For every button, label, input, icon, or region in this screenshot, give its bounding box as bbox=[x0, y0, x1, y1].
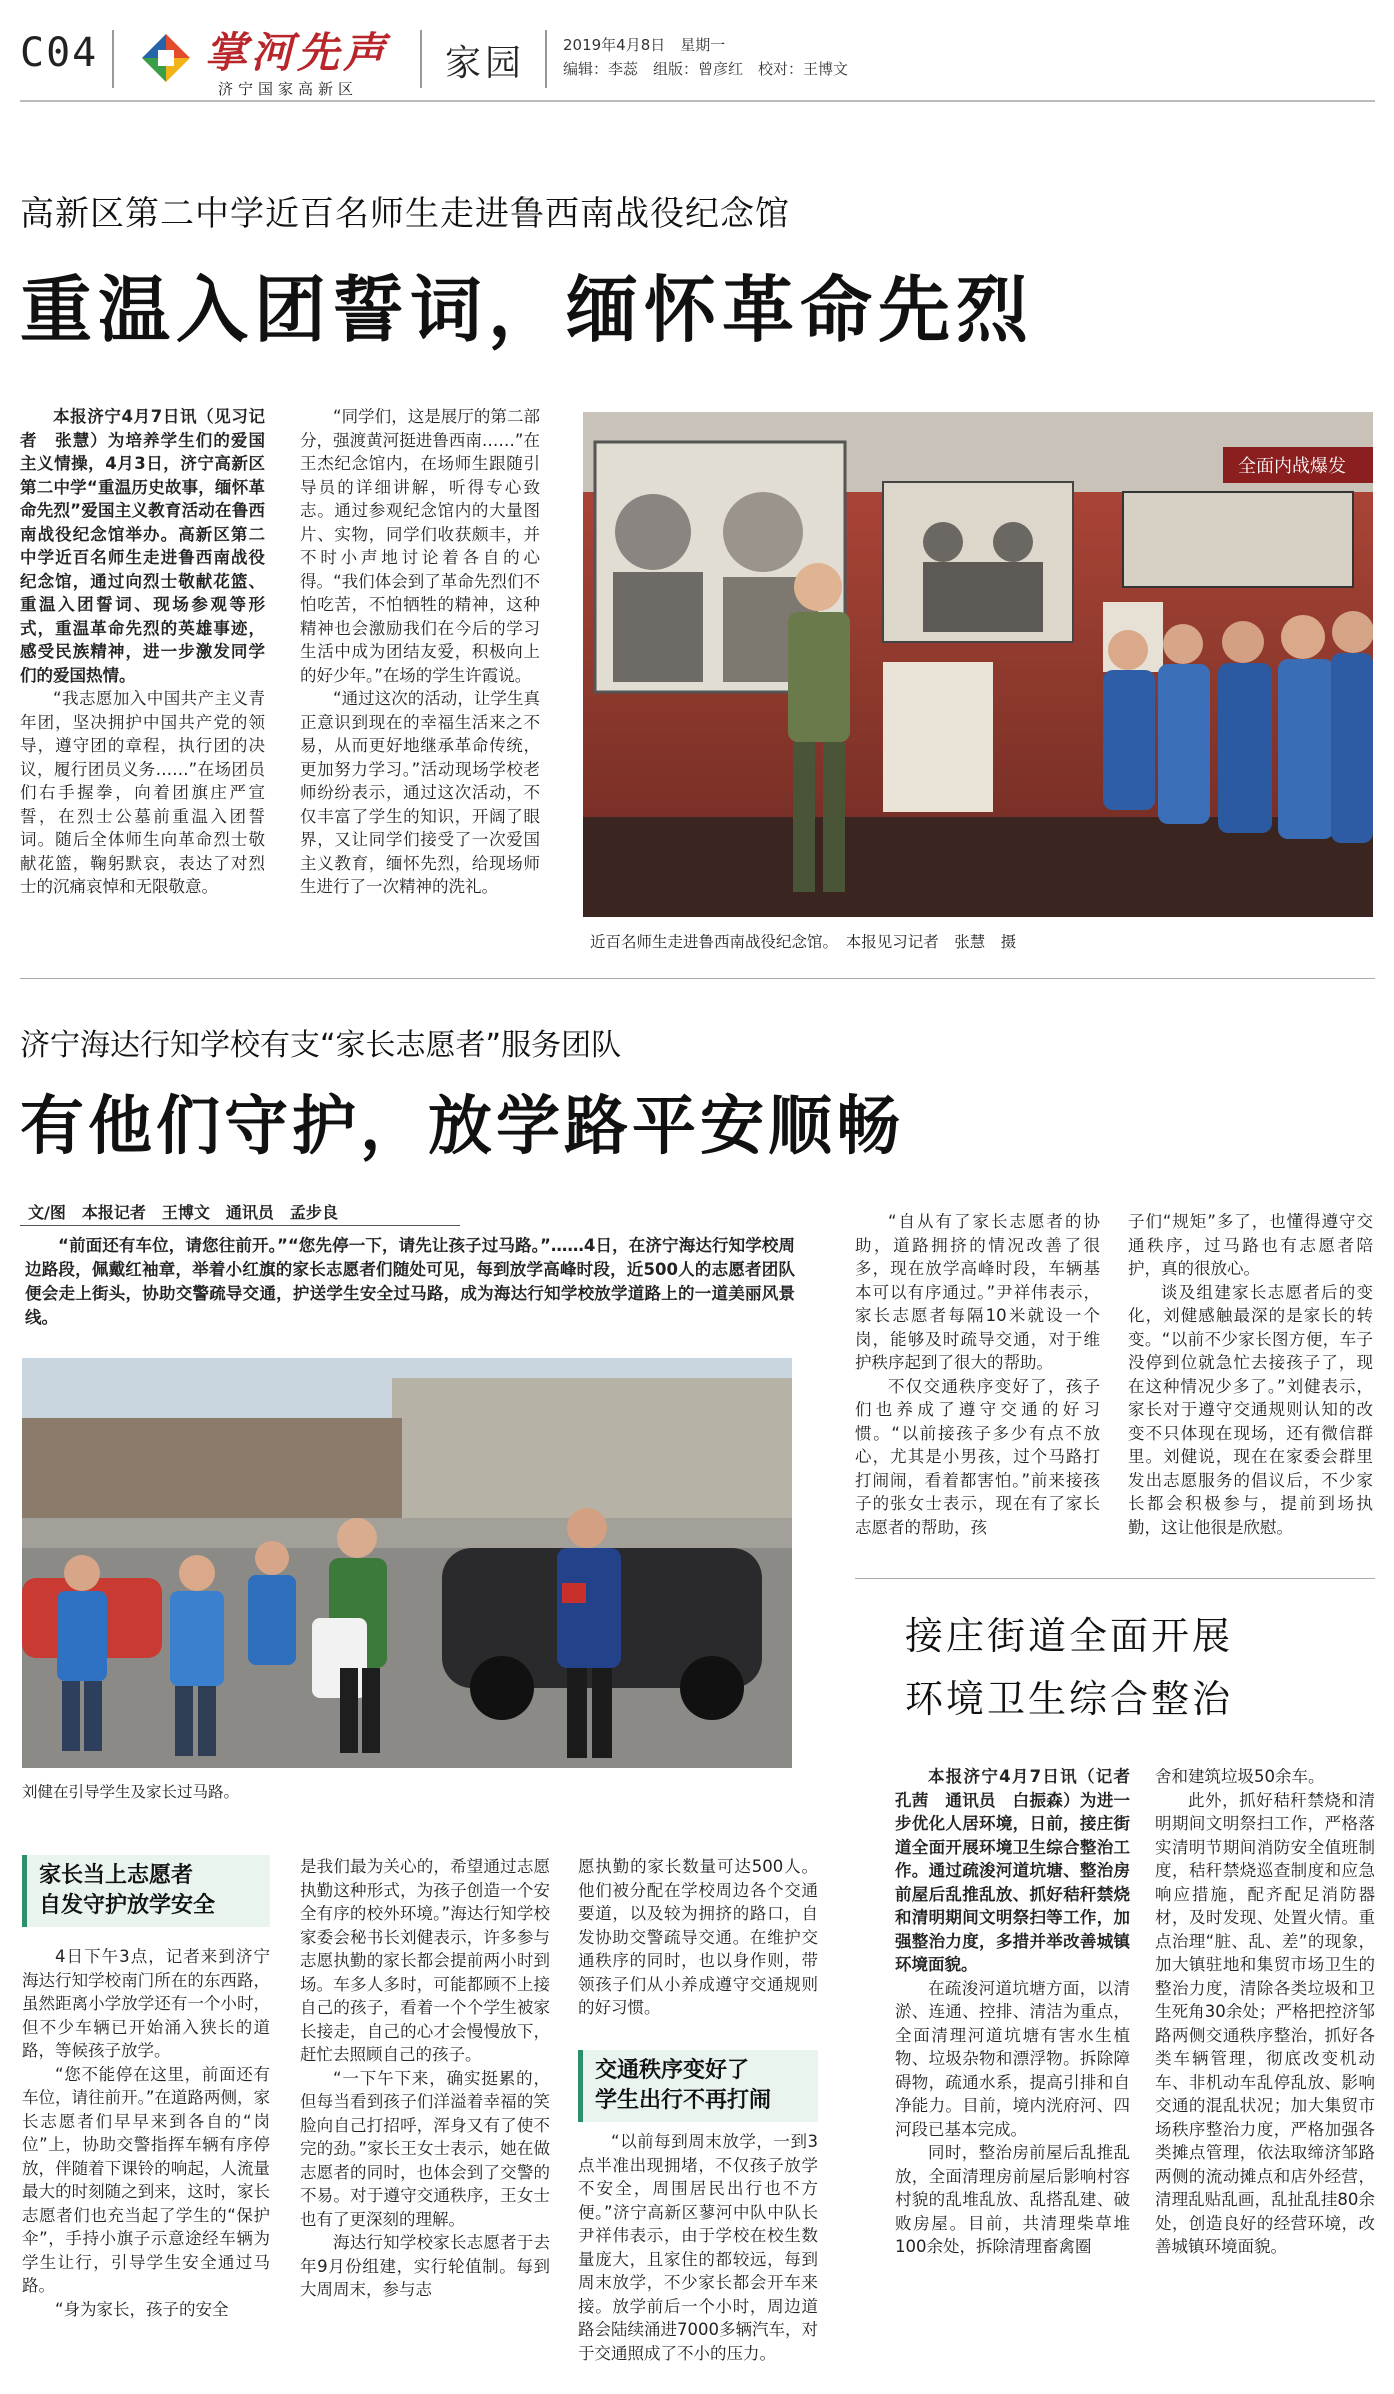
article3-col2 bbox=[1155, 1765, 1375, 2259]
editors-line: 编辑：李蕊 组版：曾彦红 校对：王博文 bbox=[563, 60, 849, 78]
subhead-text: 交通秩序变好了 学生出行不再打闹 bbox=[595, 2058, 772, 2113]
byline-rule bbox=[20, 1225, 460, 1226]
article2-kicker: 济宁海达行知学校有支“家长志愿者”服务团队 bbox=[20, 1028, 622, 1063]
paragraph: 此外，抓好秸秆禁烧和清明期间文明祭扫工作，严格落实清明节期间消防安全值班制度，秸秆禁烧巡查制度和应急响应措施，配齐配足消防器材，及时发现、处置火情。重点治理“脏、乱、差”的现象，加大镇驻地和集贸市场卫生的整治力度，清除各类垃圾和卫生死角30余处；严格把控济邹路两侧交通秩序整治，抓好各类车辆管理，彻底改变机动车、非机动车乱停乱放、影响交通的混乱状况；加大集贸市场秩序整治力度，严格加强各类摊点管理，依法取缔济邹路两侧的流动摊点和店外经营，清理乱贴乱画，乱扯乱挂80余处，创造良好的经营环境，改善城镇环境面貌。 bbox=[1155, 1790, 1375, 2256]
article2-col-c2 bbox=[578, 2130, 818, 2365]
article1-kicker: 高新区第二中学近百名师生走进鲁西南战役纪念馆 bbox=[20, 194, 790, 234]
paragraph: “一下午下来，确实挺累的，但每当看到孩子们洋溢着幸福的笑脸向自己打招呼，浑身又有了使不完的劲。”家长王女士表示，她在做志愿者的同时，也体会到了交警的不易。对于遵守交通秩序，王女士也有了更深刻的理解。 bbox=[300, 2068, 550, 2229]
paragraph: 是我们最为关心的，希望通过志愿执勤这种形式，为孩子创造一个安全有序的校外环境。”海达行知学校家委会秘书长刘健表示，许多参与志愿执勤的家长都会提前两小时到场。车多人多时，可能都顾不上接自己的孩子，看着一个个学生被家长接走，自己的心才会慢慢放下，赶忙去照顾自己的孩子。 bbox=[300, 1857, 550, 2064]
page-code: C04 bbox=[20, 30, 99, 76]
article3-col1 bbox=[895, 1765, 1147, 2259]
article2-col-e bbox=[1128, 1210, 1373, 1539]
paragraph: 愿执勤的家长数量可达500人。他们被分配在学校周边各个交通要道，以及较为拥挤的路口，自发协助交警疏导交通。在维护交通秩序的同时，也以身作则，带领孩子们从小养成遵守交通规则的好习惯。 bbox=[578, 1857, 818, 2017]
section-name: 家园 bbox=[445, 43, 526, 84]
article2-subhead-2 bbox=[578, 2050, 818, 2122]
masthead bbox=[0, 0, 1394, 100]
article1-photo bbox=[583, 412, 1373, 917]
paragraph: “前面还有车位，请您往前开。”“您先停一下，请先让孩子过马路。”……4日，在济宁海达行知学校周边路段，佩戴红袖章，举着小红旗的家长志愿者们随处可见，每到放学高峰时段，近500人的志愿者团队便会走上街头，协助交警疏导交通，护送学生安全过马路，成为海达行知学校放学道路上的一道美丽风景线。 bbox=[25, 1236, 795, 1327]
article2-col-a bbox=[22, 1945, 270, 2321]
article2-headline: 有他们守护，放学路平安顺畅 bbox=[20, 1090, 904, 1164]
paragraph: 同时，整治房前屋后乱推乱放，全面清理房前屋后影响村容村貌的乱堆乱放、乱搭乱建、破败房屋。目前，共清理柴草堆100余处，拆除清理畜禽圈 bbox=[895, 2143, 1130, 2256]
paragraph: 不仅交通秩序变好了，孩子们也养成了遵守交通的好习惯。“以前接孩子多少有点不放心，尤其是小男孩，过个马路打打闹闹，看着都害怕。”前来接孩子的张女士表示，现在有了家长志愿者的帮助，孩 bbox=[855, 1376, 1100, 1537]
paragraph: “通过这次的活动，让学生真正意识到现在的幸福生活来之不易，从而更好地继承革命传统，更加努力学习。”活动现场学校老师纷纷表示，通过这次活动，不仅丰富了学生的知识，开阔了眼界，又让同学们接受了一次爱国主义教育，缅怀先烈，给现场师生进行了一次精神的洗礼。 bbox=[300, 689, 540, 896]
paragraph: 子们“规矩”多了，也懂得遵守交通秩序，过马路也有志愿者陪护，真的很放心。 bbox=[1128, 1212, 1373, 1278]
article3-rule bbox=[855, 1578, 1375, 1579]
paragraph: “身为家长，孩子的安全 bbox=[55, 2299, 229, 2319]
article1-col2 bbox=[300, 405, 540, 899]
article1-photo-caption: 近百名师生走进鲁西南战役纪念馆。 本报见习记者 张慧 摄 bbox=[590, 933, 1017, 951]
divider bbox=[420, 30, 422, 88]
photo-banner: 全面内战爆发 bbox=[1238, 456, 1346, 477]
paragraph: 本报济宁4月7日讯（见习记者 张慧）为培养学生们的爱国主义情操，4月3日，济宁高新区第二中学“重温历史故事，缅怀革命先烈”爱国主义教育活动在鲁西南战役纪念馆举办。高新区第二中学近百名师生走进鲁西南战役纪念馆，通过向烈士敬献花篮、重温入团誓词、现场参观等形式，重温革命先烈的英雄事迹，感受民族精神，进一步激发同学们的爱国热情。 bbox=[20, 407, 265, 685]
divider bbox=[545, 30, 547, 88]
article2-col-d bbox=[855, 1210, 1100, 1539]
subhead-text: 家长当上志愿者 自发守护放学安全 bbox=[39, 1863, 216, 1918]
article1-headline: 重温入团誓词，缅怀革命先烈 bbox=[20, 268, 1035, 352]
paper-name: 掌河先声 bbox=[205, 28, 390, 77]
section-rule bbox=[20, 978, 1375, 979]
article2-col-b bbox=[300, 1855, 550, 2302]
paragraph: 4日下午3点，记者来到济宁海达行知学校南门所在的东西路，虽然距离小学放学还有一个小时，但不少车辆已开始涌入狭长的道路，等候孩子放学。 bbox=[22, 1947, 270, 2060]
paragraph: 本报济宁4月7日讯（记者 孔茜 通讯员 白振森）为进一步优化人居环境，日前，接庄街道全面开展环境卫生综合整治工作。通过疏浚河道坑塘、整治房前屋后乱推乱放、抓好秸秆禁烧和清明期间文明祭扫等工作，加强整治力度，多措并举改善城镇环境面貌。 bbox=[895, 1767, 1147, 1974]
paragraph: 谈及组建家长志愿者后的变化，刘健感触最深的是家长的转变。“以前不少家长图方便，车子没停到位就急忙去接孩子了，现在这种情况少多了。”刘健表示，家长对于遵守交通规则认知的改变不只体现在现场，还有微信群里。刘健说，现在在家委会群里发出志愿服务的倡议后，不少家长都会积极参与，提前到场执勤，这让他很是欣慰。 bbox=[1128, 1282, 1373, 1537]
article3-headline-line2: 环境卫生综合整治 bbox=[905, 1677, 1234, 1721]
paragraph: 海达行知学校家长志愿者于去年9月份组建，实行轮值制。每到大周周末，参与志 bbox=[300, 2233, 550, 2299]
article1-col1 bbox=[20, 405, 265, 899]
paper-sub: 济宁国家高新区 bbox=[218, 80, 359, 98]
paragraph: “自从有了家长志愿者的协助，道路拥挤的情况改善了很多，现在放学高峰时段，车辆基本可以有序通过。”尹祥伟表示，家长志愿者每隔10米就设一个岗，能够及时疏导交通，对于维护秩序起到了很大的帮助。 bbox=[855, 1212, 1100, 1372]
museum-scene-image bbox=[583, 412, 1373, 917]
date-line: 2019年4月8日 星期一 bbox=[563, 36, 726, 54]
paragraph: 舍和建筑垃圾50余车。 bbox=[1155, 1767, 1325, 1786]
paragraph: “您不能停在这里，前面还有车位，请往前开。”在道路两侧，家长志愿者们早早来到各自的“岗位”上，协助交警指挥车辆有序停放，伴随着下课铃的响起，人流量最大的时刻随之到来，这时，家长志愿者们也充当起了学生的“保护伞”，手持小旗子示意途经车辆为学生让行，引导学生安全通过马路。 bbox=[22, 2064, 270, 2295]
article2-photo bbox=[22, 1358, 792, 1768]
paper-logo-icon bbox=[138, 30, 194, 86]
article2-col-c bbox=[578, 1855, 818, 2020]
paragraph: “以前每到周末放学，一到3点半准出现拥堵，不仅孩子放学不安全，周围居民出行也不方便。”济宁高新区蓼河中队中队长尹祥伟表示，由于学校在校生数量庞大，且家住的都较远，每到周末放学，不少家长都会开车来接。放学前后一个小时，周边道路会陆续涌进7000多辆汽车，对于交通照成了不小的压力。 bbox=[578, 2132, 818, 2363]
paragraph: 在疏浚河道坑塘方面，以清淤、连通、控排、清洁为重点，全面清理河道坑塘有害水生植物、垃圾杂物和漂浮物。拆除障碍物，疏通水系，提高引排和自净能力。目前，境内洸府河、四河段已基本完成。 bbox=[895, 1978, 1130, 2139]
article2-photo-caption: 刘健在引导学生及家长过马路。 bbox=[22, 1783, 240, 1801]
divider bbox=[112, 30, 114, 88]
masthead-rule bbox=[20, 100, 1375, 102]
paragraph: “我志愿加入中国共产主义青年团，坚决拥护中国共产党的领导，遵守团的章程，执行团的决议，履行团员义务……”在场团员们右手握拳，向着团旗庄严宣誓，在烈士公墓前重温入团誓词。随后全体师生向革命烈士敬献花篮，鞠躬默哀，表达了对烈士的沉痛哀悼和无限敬意。 bbox=[20, 689, 265, 896]
article2-byline: 文/图 本报记者 王博文 通讯员 孟步良 bbox=[28, 1203, 338, 1222]
article3-headline-line1: 接庄街道全面开展 bbox=[905, 1614, 1234, 1658]
paragraph: “同学们，这是展厅的第二部分，强渡黄河挺进鲁西南……”在王杰纪念馆内，在场师生跟随引导员的详细讲解，听得专心致志。通过参观纪念馆内的大量图片、实物，同学们收获颇丰，并不时小声地讨论着各自的心得。“我们体会到了革命先烈们不怕吃苦，不怕牺牲的精神，这种精神也会激励我们在今后的学习生活中成为团结友爱，积极向上的好少年。”在场的学生许霞说。 bbox=[300, 407, 540, 685]
article2-subhead-1 bbox=[22, 1855, 270, 1927]
street-scene-image bbox=[22, 1358, 792, 1768]
article2-lead bbox=[25, 1234, 795, 1330]
